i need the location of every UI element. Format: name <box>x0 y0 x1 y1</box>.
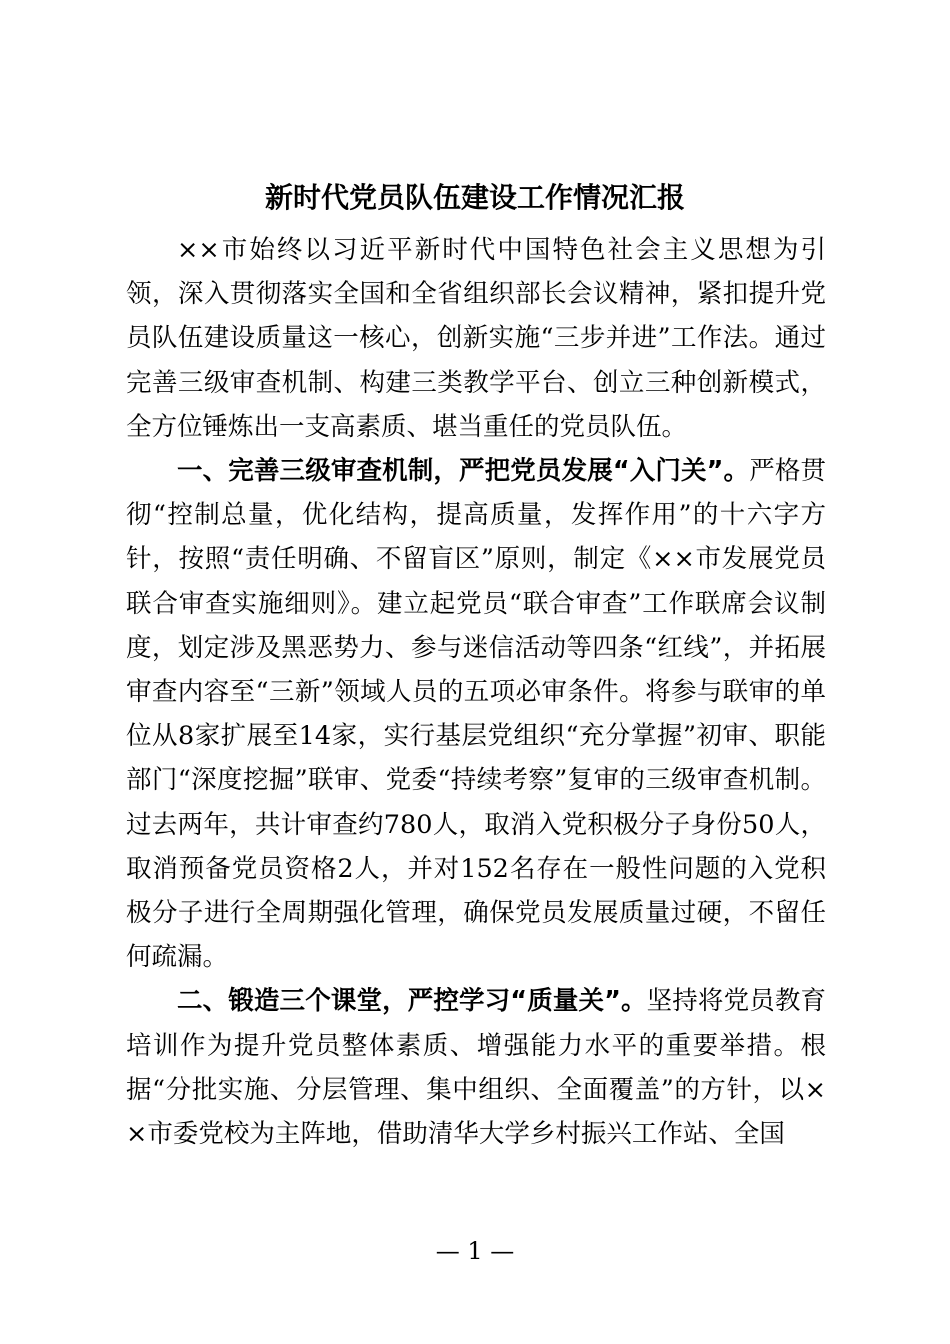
paragraph-intro <box>126 228 826 449</box>
paragraph-section-1 <box>126 449 826 979</box>
page-number: — 1 — <box>435 1237 515 1265</box>
document-title: 新时代党员队伍建设工作情况汇报 <box>264 181 685 214</box>
section-2-heading: 二、锻造三个课堂，严控学习“质量关”。 <box>177 986 647 1017</box>
section-1-text: 严格贯彻“控制总量，优化结构，提高质量，发挥作用”的十六字方针，按照“责任明确、不留盲区”原则，制定《××市发展党员联合审查实施细则》。建立起党员“联合审查”工作联席会议制度，划定涉及黑恶势力、参与迷信活动等四条“红线”，并拓展审查内容至“三新”领域人员的五项必审条件。将参与联审的单位从8家扩展至14家，实行基层党组织“充分掌握”初审、职能部门“深度挖掘”联审、党委“持续考察”复审的三级审查机制。过去两年，共计审查约780人，取消入党积极分子身份50人，取消预备党员资格2人，并对152名存在一般性问题的入党积极分子进行全周期强化管理，确保党员发展质量过硬，不留任何疏漏。 <box>126 456 826 973</box>
paragraph-section-2 <box>126 979 826 1156</box>
section-1-heading: 一、完善三级审查机制，严把党员发展“入门关”。 <box>177 456 750 487</box>
document-body <box>126 228 826 1156</box>
paragraph-intro-text: ××市始终以习近平新时代中国特色社会主义思想为引领，深入贯彻落实全国和全省组织部长会议精神，紧扣提升党员队伍建设质量这一核心，创新实施“三步并进”工作法。通过完善三级审查机制、构建三类教学平台、创立三种创新模式，全方位锤炼出一支高素质、堪当重任的党员队伍。 <box>126 235 826 442</box>
section-2-text: 坚持将党员教育培训作为提升党员整体素质、增强能力水平的重要举措。根据“分批实施、分层管理、集中组织、全面覆盖”的方针，以××市委党校为主阵地，借助清华大学乡村振兴工作站、全国 <box>126 986 826 1150</box>
